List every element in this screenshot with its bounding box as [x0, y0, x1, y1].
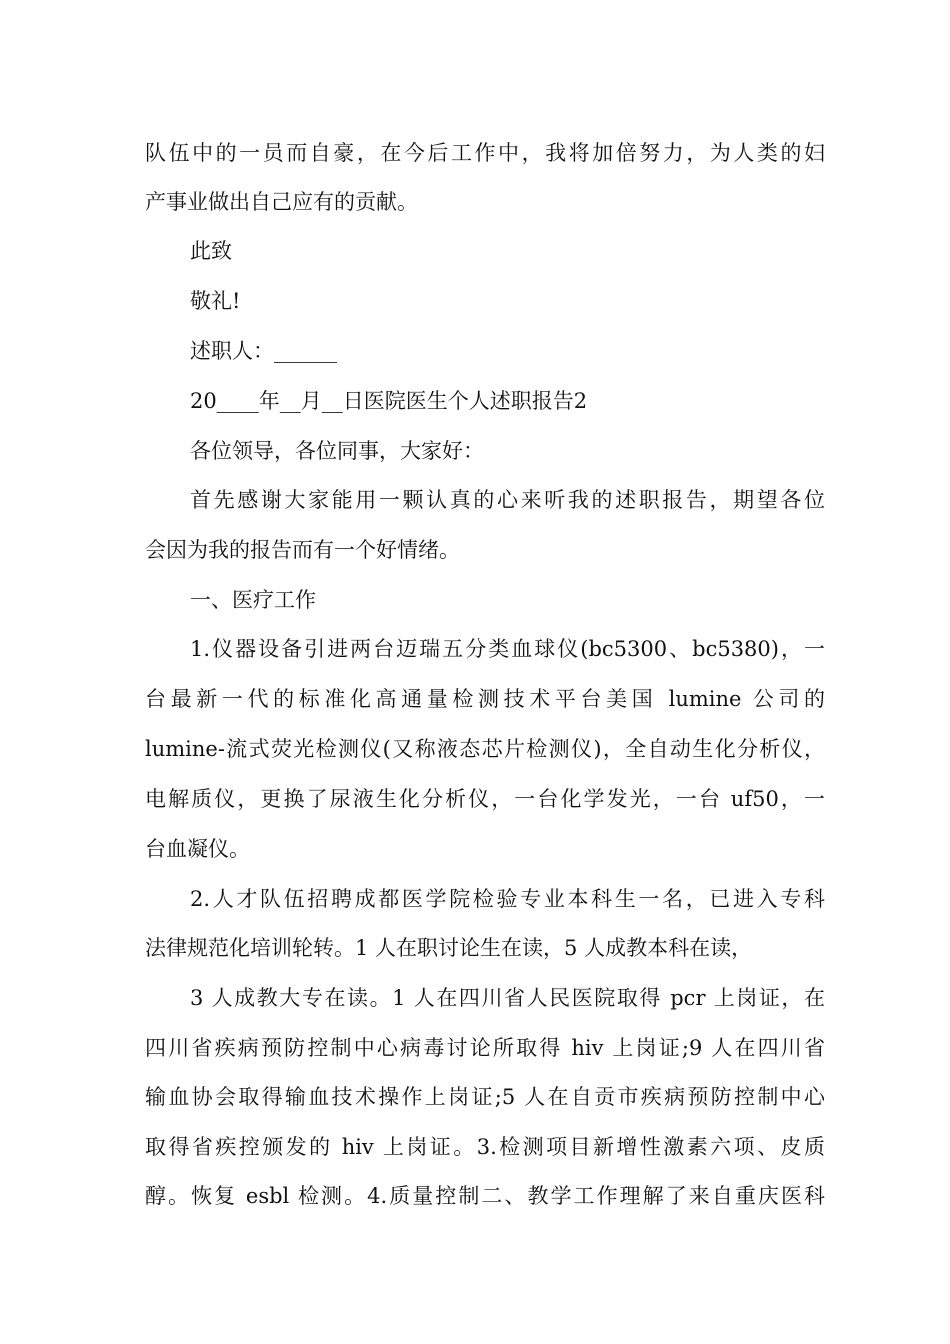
text-line: 敬礼!: [190, 289, 241, 313]
text-line: 醇。恢复 esbl 检测。4.质量控制二、教学工作理解了来自重庆医科: [145, 1184, 825, 1208]
text-line: lumine-流式荧光检测仪(又称液态芯片检测仪)，全自动生化分析仪，: [145, 737, 825, 761]
text-line: 会因为我的报告而有一个好情绪。: [145, 538, 460, 562]
text-line: 台最新一代的标准化高通量检测技术平台美国 lumine 公司的: [145, 687, 825, 711]
text-line: 取得省疾控颁发的 hiv 上岗证。3.检测项目新增性激素六项、皮质: [145, 1135, 825, 1159]
text-line: 此致: [190, 239, 232, 263]
text-line: 20____年__月__日医院医生个人述职报告2: [190, 389, 588, 413]
text-line: 队伍中的一员而自豪，在今后工作中，我将加倍努力，为人类的妇: [145, 141, 825, 165]
text-line: 述职人：______: [190, 339, 337, 363]
text-line: 3 人成教大专在读。1 人在四川省人民医院取得 pcr 上岗证，在: [190, 986, 825, 1010]
text-line: 2.人才队伍招聘成都医学院检验专业本科生一名，已进入专科: [190, 887, 825, 911]
text-line: 输血协会取得输血技术操作上岗证;5 人在自贡市疾病预防控制中心: [145, 1085, 825, 1109]
text-line: 台血凝仪。: [145, 837, 250, 861]
text-line: 一、医疗工作: [190, 588, 316, 612]
text-line: 电解质仪，更换了尿液生化分析仪，一台化学发光，一台 uf50，一: [145, 787, 825, 811]
text-line: 各位领导，各位同事，大家好：: [190, 439, 484, 463]
text-line: 法律规范化培训轮转。1 人在职讨论生在读，5 人成教本科在读，: [145, 936, 753, 960]
text-line: 首先感谢大家能用一颗认真的心来听我的述职报告，期望各位: [190, 488, 825, 512]
text-line: 产事业做出自己应有的贡献。: [145, 190, 418, 214]
text-line: 四川省疾病预防控制中心病毒讨论所取得 hiv 上岗证;9 人在四川省: [145, 1036, 825, 1060]
text-line: 1.仪器设备引进两台迈瑞五分类血球仪(bc5300、bc5380)，一: [190, 637, 825, 661]
